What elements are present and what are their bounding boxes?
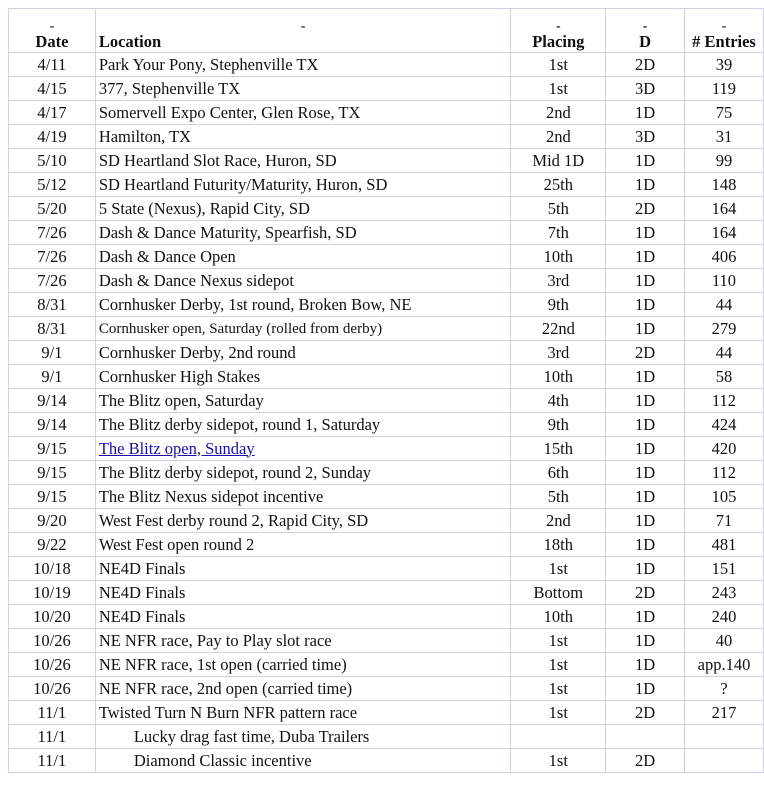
cell-d: 1D <box>606 149 685 173</box>
cell-d: 1D <box>606 677 685 701</box>
table-row <box>9 509 764 533</box>
cell-location: Cornhusker open, Saturday (rolled from derby) <box>95 317 511 341</box>
cell-location: The Blitz Nexus sidepot incentive <box>95 485 511 509</box>
cell-entries: app.140 <box>685 653 764 677</box>
cell-placing: 10th <box>511 365 606 389</box>
cell-d: 1D <box>606 389 685 413</box>
cell-date: 4/11 <box>9 53 96 77</box>
cell-date: 11/1 <box>9 725 96 749</box>
cell-date: 11/1 <box>9 701 96 725</box>
header-placing-label: Placing <box>532 32 585 51</box>
cell-placing: 9th <box>511 293 606 317</box>
cell-entries: 71 <box>685 509 764 533</box>
cell-date: 8/31 <box>9 317 96 341</box>
cell-location: NE NFR race, 2nd open (carried time) <box>95 677 511 701</box>
location-link[interactable]: The Blitz open, Sunday <box>98 438 255 458</box>
cell-placing: 3rd <box>511 341 606 365</box>
cell-date: 9/15 <box>9 461 96 485</box>
cell-placing: 1st <box>511 749 606 773</box>
table-row <box>9 677 764 701</box>
cell-d: 1D <box>606 605 685 629</box>
cell-placing: 9th <box>511 413 606 437</box>
cell-date: 9/20 <box>9 509 96 533</box>
sort-indicator-icon[interactable]: - <box>721 19 727 34</box>
sort-indicator-icon[interactable]: - <box>300 19 306 34</box>
cell-entries: 31 <box>685 125 764 149</box>
table-row <box>9 461 764 485</box>
table-row <box>9 389 764 413</box>
cell-date: 11/1 <box>9 749 96 773</box>
cell-placing: 18th <box>511 533 606 557</box>
cell-d: 1D <box>606 557 685 581</box>
cell-entries: ? <box>685 677 764 701</box>
cell-date: 9/15 <box>9 485 96 509</box>
cell-placing: 5th <box>511 197 606 221</box>
table-row <box>9 53 764 77</box>
header-entries-label: # Entries <box>692 32 756 51</box>
cell-placing: 2nd <box>511 509 606 533</box>
cell-placing: 1st <box>511 653 606 677</box>
cell-date: 10/26 <box>9 677 96 701</box>
cell-d: 1D <box>606 509 685 533</box>
table-row <box>9 605 764 629</box>
cell-location: SD Heartland Slot Race, Huron, SD <box>95 149 511 173</box>
table-row <box>9 293 764 317</box>
cell-d: 3D <box>606 77 685 101</box>
cell-placing: Bottom <box>511 581 606 605</box>
table-row <box>9 725 764 749</box>
cell-entries: 406 <box>685 245 764 269</box>
cell-entries: 243 <box>685 581 764 605</box>
cell-entries: 164 <box>685 221 764 245</box>
results-table-container <box>8 8 764 773</box>
cell-placing: 3rd <box>511 269 606 293</box>
cell-placing: 15th <box>511 437 606 461</box>
cell-d: 1D <box>606 437 685 461</box>
cell-location: Dash & Dance Nexus sidepot <box>95 269 511 293</box>
cell-location: Lucky drag fast time, Duba Trailers <box>95 725 511 749</box>
cell-placing: 1st <box>511 629 606 653</box>
cell-entries: 148 <box>685 173 764 197</box>
cell-date: 4/19 <box>9 125 96 149</box>
cell-d: 1D <box>606 245 685 269</box>
table-row <box>9 317 764 341</box>
cell-location: NE4D Finals <box>95 605 511 629</box>
cell-placing: Mid 1D <box>511 149 606 173</box>
cell-location: Park Your Pony, Stephenville TX <box>95 53 511 77</box>
table-row <box>9 341 764 365</box>
cell-placing: 1st <box>511 77 606 101</box>
table-row <box>9 101 764 125</box>
cell-placing: 5th <box>511 485 606 509</box>
table-row <box>9 173 764 197</box>
cell-d <box>606 725 685 749</box>
cell-date: 10/19 <box>9 581 96 605</box>
column-header-d[interactable] <box>606 9 685 53</box>
cell-d: 2D <box>606 701 685 725</box>
table-row <box>9 653 764 677</box>
cell-d: 1D <box>606 533 685 557</box>
cell-date: 5/20 <box>9 197 96 221</box>
header-row <box>9 9 764 53</box>
table-row <box>9 629 764 653</box>
cell-location: The Blitz derby sidepot, round 2, Sunday <box>95 461 511 485</box>
cell-d: 1D <box>606 365 685 389</box>
table-body <box>9 53 764 773</box>
table-row <box>9 437 764 461</box>
table-row <box>9 701 764 725</box>
cell-location: The Blitz open, Saturday <box>95 389 511 413</box>
cell-date: 10/26 <box>9 629 96 653</box>
table-row <box>9 269 764 293</box>
cell-location: The Blitz derby sidepot, round 1, Saturday <box>95 413 511 437</box>
cell-placing: 1st <box>511 53 606 77</box>
cell-d: 3D <box>606 125 685 149</box>
cell-date: 10/26 <box>9 653 96 677</box>
cell-entries: 112 <box>685 389 764 413</box>
cell-entries: 99 <box>685 149 764 173</box>
cell-d: 1D <box>606 461 685 485</box>
cell-date: 4/17 <box>9 101 96 125</box>
cell-entries <box>685 749 764 773</box>
cell-entries: 39 <box>685 53 764 77</box>
cell-entries <box>685 725 764 749</box>
cell-location: Cornhusker Derby, 1st round, Broken Bow, NE <box>95 293 511 317</box>
cell-location: West Fest derby round 2, Rapid City, SD <box>95 509 511 533</box>
cell-location: Dash & Dance Maturity, Spearfish, SD <box>95 221 511 245</box>
table-row <box>9 365 764 389</box>
cell-placing: 4th <box>511 389 606 413</box>
cell-date: 9/1 <box>9 365 96 389</box>
cell-entries: 217 <box>685 701 764 725</box>
sort-indicator-icon[interactable]: - <box>49 19 55 34</box>
cell-date: 5/12 <box>9 173 96 197</box>
table-row <box>9 221 764 245</box>
cell-d: 2D <box>606 197 685 221</box>
cell-location: Dash & Dance Open <box>95 245 511 269</box>
table-row <box>9 413 764 437</box>
cell-date: 8/31 <box>9 293 96 317</box>
cell-location <box>95 437 511 461</box>
cell-placing: 1st <box>511 677 606 701</box>
header-date-label: Date <box>35 32 69 51</box>
cell-location: NE NFR race, 1st open (carried time) <box>95 653 511 677</box>
cell-placing: 25th <box>511 173 606 197</box>
table-row <box>9 77 764 101</box>
cell-date: 10/18 <box>9 557 96 581</box>
cell-location: 377, Stephenville TX <box>95 77 511 101</box>
cell-date: 4/15 <box>9 77 96 101</box>
cell-date: 5/10 <box>9 149 96 173</box>
table-row <box>9 197 764 221</box>
cell-placing: 22nd <box>511 317 606 341</box>
cell-d: 1D <box>606 293 685 317</box>
cell-entries: 151 <box>685 557 764 581</box>
cell-entries: 110 <box>685 269 764 293</box>
cell-placing <box>511 725 606 749</box>
results-table <box>8 8 764 773</box>
cell-entries: 420 <box>685 437 764 461</box>
cell-placing: 2nd <box>511 125 606 149</box>
table-row <box>9 245 764 269</box>
table-row <box>9 749 764 773</box>
column-header-date[interactable] <box>9 9 96 53</box>
cell-entries: 58 <box>685 365 764 389</box>
header-d-label: D <box>639 32 652 51</box>
cell-location: 5 State (Nexus), Rapid City, SD <box>95 197 511 221</box>
cell-location: NE4D Finals <box>95 557 511 581</box>
cell-placing: 7th <box>511 221 606 245</box>
cell-d: 1D <box>606 629 685 653</box>
cell-date: 7/26 <box>9 221 96 245</box>
cell-d: 1D <box>606 101 685 125</box>
cell-location: NE4D Finals <box>95 581 511 605</box>
cell-d: 1D <box>606 221 685 245</box>
cell-entries: 240 <box>685 605 764 629</box>
column-header-location[interactable] <box>95 9 511 53</box>
cell-d: 1D <box>606 485 685 509</box>
cell-placing: 1st <box>511 701 606 725</box>
cell-date: 9/14 <box>9 413 96 437</box>
cell-entries: 112 <box>685 461 764 485</box>
cell-d: 1D <box>606 653 685 677</box>
cell-d: 2D <box>606 53 685 77</box>
cell-d: 1D <box>606 317 685 341</box>
cell-location: Cornhusker High Stakes <box>95 365 511 389</box>
cell-d: 2D <box>606 749 685 773</box>
cell-date: 7/26 <box>9 245 96 269</box>
cell-placing: 6th <box>511 461 606 485</box>
cell-date: 9/22 <box>9 533 96 557</box>
cell-location: Cornhusker Derby, 2nd round <box>95 341 511 365</box>
table-row <box>9 533 764 557</box>
sort-indicator-icon[interactable]: - <box>555 19 561 34</box>
cell-location: Somervell Expo Center, Glen Rose, TX <box>95 101 511 125</box>
cell-entries: 424 <box>685 413 764 437</box>
cell-entries: 105 <box>685 485 764 509</box>
cell-placing: 10th <box>511 245 606 269</box>
column-header-placing[interactable] <box>511 9 606 53</box>
cell-placing: 2nd <box>511 101 606 125</box>
cell-location: Diamond Classic incentive <box>95 749 511 773</box>
cell-placing: 1st <box>511 557 606 581</box>
cell-entries: 481 <box>685 533 764 557</box>
table-row <box>9 581 764 605</box>
table-row <box>9 125 764 149</box>
cell-location: NE NFR race, Pay to Play slot race <box>95 629 511 653</box>
cell-entries: 44 <box>685 293 764 317</box>
cell-date: 9/15 <box>9 437 96 461</box>
cell-d: 2D <box>606 341 685 365</box>
cell-location: West Fest open round 2 <box>95 533 511 557</box>
header-location-label: Location <box>98 32 162 51</box>
cell-date: 10/20 <box>9 605 96 629</box>
cell-d: 1D <box>606 413 685 437</box>
table-row <box>9 485 764 509</box>
column-header-entries[interactable] <box>685 9 764 53</box>
cell-d: 1D <box>606 173 685 197</box>
cell-date: 9/14 <box>9 389 96 413</box>
cell-date: 7/26 <box>9 269 96 293</box>
cell-location: SD Heartland Futurity/Maturity, Huron, SD <box>95 173 511 197</box>
sort-indicator-icon[interactable]: - <box>642 19 648 34</box>
cell-entries: 44 <box>685 341 764 365</box>
cell-d: 1D <box>606 269 685 293</box>
cell-placing: 10th <box>511 605 606 629</box>
cell-entries: 40 <box>685 629 764 653</box>
table-row <box>9 149 764 173</box>
cell-entries: 164 <box>685 197 764 221</box>
cell-date: 9/1 <box>9 341 96 365</box>
cell-entries: 119 <box>685 77 764 101</box>
cell-location: Hamilton, TX <box>95 125 511 149</box>
table-row <box>9 557 764 581</box>
cell-location: Twisted Turn N Burn NFR pattern race <box>95 701 511 725</box>
cell-entries: 279 <box>685 317 764 341</box>
cell-entries: 75 <box>685 101 764 125</box>
cell-d: 2D <box>606 581 685 605</box>
